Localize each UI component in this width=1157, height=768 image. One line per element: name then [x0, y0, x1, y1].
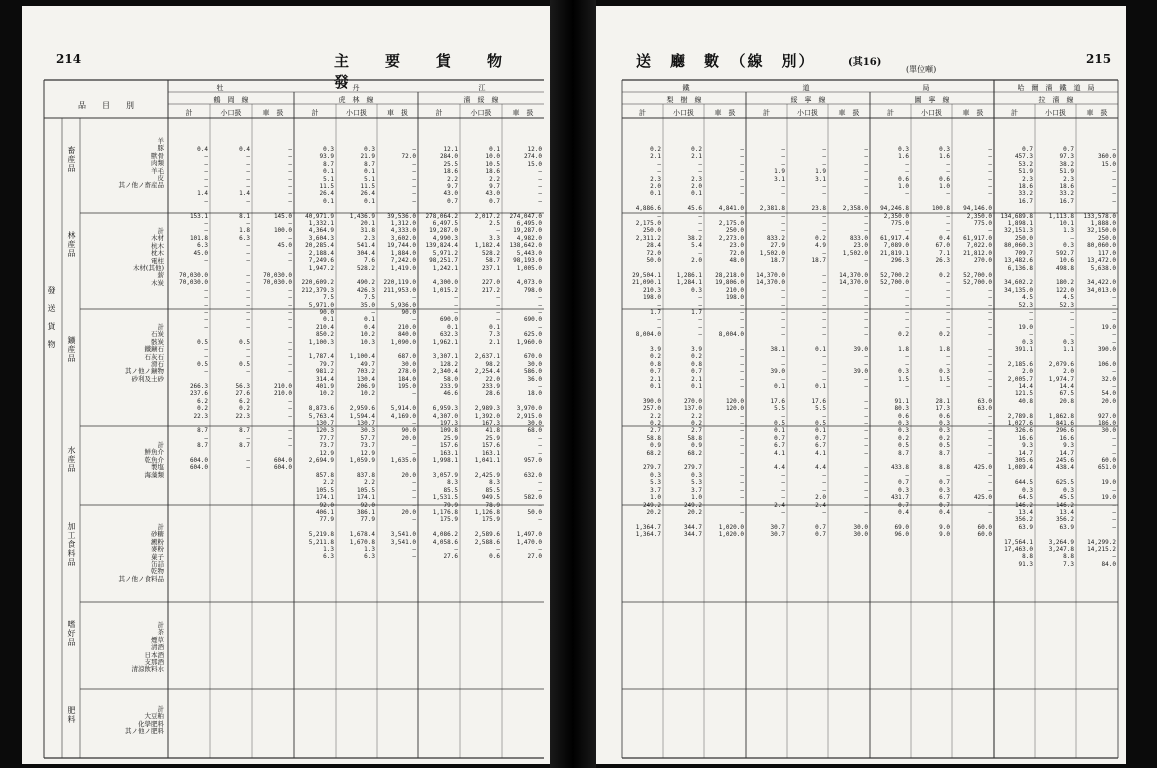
region-header-2: 丹 [352, 84, 360, 92]
sub-header-car: 車 扱 [512, 109, 534, 117]
group-header-2: 道 [802, 84, 810, 92]
data-column: 0.2 2.1 — — 2.3 2.0 0.1 4,886.6 — 2,175.0 250.0 2,311.2 28.4 72.0 50.0 29,504.1 21,090.1 210.3 198.0 — 1.7 — — 8,004.0 3.9 0.2 0.8 0.7 2.1 0.1 390.0 257.0 2.2 0.2 2.7 58.8 0.9 68.2 279.7 0.3 5.3 3.7 1.0 249.2 20.2 1,364.7 1,364.7 [632, 146, 661, 539]
page-number-left: 214 [56, 52, 82, 66]
line-header-lishu: 梨 樹 線 [666, 96, 702, 104]
line-header-suining: 綏 寧 線 [790, 96, 826, 104]
section-processed-food: 加工食料品 [67, 522, 76, 567]
line-header-labin: 拉 濱 線 [1038, 96, 1074, 104]
line-header-binsui: 濱 綏 線 [463, 96, 499, 104]
section-luxury: 嗜好品 [67, 620, 76, 647]
data-column: — — — 1.9 3.1 — — 23.8 — — — 0.2 4.9 — 18.7 — — — — — — — — — 0.1 — — — — 0.1 17.6 5.5 — 0.5 0.1 0.7 6.7 4.1 4.4 — — — 2.0 2.4 — 0.7 0.7 [811, 146, 826, 539]
sub-header-total: 計 [1011, 109, 1018, 117]
data-column: 12.1 284.0 25.5 18.6 2.2 9.7 43.0 0.7 278,064.2 6,497.5 19,287.0 4,990.3 139,824.4 5,971.2 98,251.7 1,242.1 4,300.0 1,015.2 — — — 690.0 0.1 632.3 1,962.1 3,307.1 128.2 2,340.4 58.0 233.9 46.6 6,959.3 4,307.0 197.3 109.8 25.9 157.6 163.1 1,998.1 3,057.9 8.3 85.5 1,531.5 79.9 1,176.8 175.9 4,086.2 4,058.6 — 27.6 [425, 146, 458, 561]
line-header-hulin: 虎 林 線 [338, 96, 374, 104]
row-labels-mining: 計 石炭 骸炭 鐵鑛石 石灰石 滑石 其ノ他ノ鑛物 砂利及土砂 [125, 323, 164, 383]
data-column: — — — — — — — 2,358.0 — — — 833.0 23.0 1,502.0 — 14,370.0 14,370.0 — — — — — — — 39.0 — — 39.0 — — — — — — — — — — — — — — — — — 30.0 30.0 [839, 146, 868, 539]
region-header-3: 江 [478, 84, 486, 92]
data-column: 0.7 457.3 53.2 51.9 2.3 18.6 33.2 16.7 134,689.8 1,898.1 32,151.3 250.0 80,060.3 709.7 13,482.6 6,136.8 34,602.2 34,135.0 4.5 52.3 — — 19.0 — 0.3 391.1 2,185.6 2.0 2,005.7 14.4 121.5 40.8 2,789.8 1,027.6 326.6 16.6 9.3 14.7 305.6 1,089.4 644.5 0.3 64.5 146.2 13.4 356.2 63.9 17,564.1 17,463.0 8.8 91.3 [1000, 146, 1033, 568]
book-gutter [550, 0, 596, 768]
data-column: 0.2 2.1 — — 2.3 2.0 0.1 45.6 — — — 38.2 5.4 — 2.0 1,286.1 1,284.1 0.3 — — 1.7 — — — 3.9 0.2 0.8 0.7 2.1 0.1 270.0 137.0 2.2 0.2 2.7 58.8 0.9 68.2 279.7 0.3 5.3 3.7 1.0 249.2 20.2 344.7 344.7 [676, 146, 702, 539]
region-header-1: 牡 [216, 84, 224, 92]
sub-header-total: 計 [763, 109, 770, 117]
sub-header-small: 小口扱 [797, 109, 818, 117]
sub-header-small: 小口扱 [921, 109, 942, 117]
sub-header-car: 車 扱 [387, 109, 408, 117]
sub-header-car: 車 扱 [1086, 109, 1108, 117]
data-column: — — — — — — — 94,146.0 2,350.0 775.0 — 61,917.0 7,022.0 21,812.0 270.0 52,700.0 52,700.0 — — — — — — — — — — — — — 63.0 63.0 — — — — — — 425.0 — — — 425.0 — — 60.0 60.0 [963, 146, 992, 539]
right-page [596, 6, 1126, 764]
row-labels-livestock: 羊 豚 獸骨 肉類 羊毛 皮 其ノ他ノ畜産品 [118, 137, 164, 190]
data-column: — 360.0 15.0 — — — — — 133,578.0 1,888.0 32,150.0 250.0 80,060.0 117.0 13,472.0 5,638.0 34,422.0 34,013.0 — — — — 19.0 — — 390.0 106.0 — 32.0 — 54.0 20.0 927.0 186.0 30.0 — — — 60.0 651.0 19.0 — 19.0 — — — — 14,299.2 14,215.2 — 84.0 [1083, 146, 1116, 568]
data-column: 0.1 10.0 10.5 18.6 2.2 9.7 43.0 0.7 2,017.2 2.5 — 3.3 1,182.4 528.2 58.7 237.1 227.0 217.2 — — — — 0.1 7.3 2.1 2,637.1 98.2 2,254.4 22.0 233.9 28.6 2,989.3 1,392.0 167.3 41.8 25.9 157.6 163.1 1,041.1 2,425.9 8.3 85.5 949.5 78.9 1,126.8 175.9 2,589.6 2,588.6 — 0.6 [474, 146, 500, 561]
page-number-right: 215 [1086, 52, 1112, 66]
sub-header-total: 計 [185, 109, 193, 117]
sub-header-small: 小口扱 [220, 109, 242, 117]
row-labels-forestry: 計 木材 杭木 枕木 電柱 木材(其他) 薪 木炭 [132, 227, 164, 287]
row-labels-luxury: 計 茶 煙草 清酒 日本酒 支那酒 清涼飲料水 [131, 621, 164, 674]
line-header-hegang: 鶴 岡 線 [213, 96, 249, 104]
sub-header-car: 車 扱 [262, 109, 284, 117]
sub-header-car: 車 扱 [838, 109, 860, 117]
group-header-harbin: 哈 爾 濱 鐵 道 局 [1017, 84, 1095, 92]
group-header-3: 局 [922, 84, 930, 92]
data-column: 0.3 1.6 — — 0.6 1.0 — 100.8 — — — 0.4 67.0 7.1 26.3 0.2 — — — — — — — 0.2 1.8 — — 0.3 1.5 — 28.1 17.3 0.6 0.3 0.3 0.2 0.5 8.7 8.8 — 0.7 0.3 6.7 0.7 0.4 9.0 9.0 [931, 146, 950, 539]
sub-header-small: 小口扱 [470, 109, 492, 117]
data-column: 0.3 93.9 8.7 0.1 5.1 11.5 26.4 0.1 40,971.9 1,332.1 4,364.9 3,604.3 20,285.4 2,188.4 7,249.6 1,947.2 220,609.2 212,379.3 7.5 5,971.0 90.0 0.1 210.4 850.2 1,100.3 1,787.4 79.7 981.2 314.4 401.9 10.2 8,873.6 5,763.4 130.7 120.3 77.7 73.7 12.9 2,694.9 857.8 2.2 105.5 174.1 92.0 406.1 77.9 5,219.8 5,211.8 1.3 6.3 [301, 146, 334, 561]
sub-header-total: 計 [311, 109, 319, 117]
page-title-right: 送 廳 數 （線 別） [636, 52, 816, 70]
data-column: — 72.0 — — — — — — 39,536.0 1,312.0 4,333.0 3,602.0 19,744.0 1,884.0 7,242.0 1,419.0 220,119.0 211,953.0 — 5,936.0 90.0 — 210.0 840.0 1,090.0 687.0 30.0 278.0 184.0 195.0 — 5,914.0 4,169.0 — 90.0 20.0 — — 1,635.0 20.0 — — — — 20.0 — 3,541.0 3,541.0 — — [383, 146, 416, 561]
data-column: 0.4 — — — — — 1.4 — 153.1 — — 101.8 6.3 45.0 — 70,030.0 70,030.0 — — — — — — 0.5 — — 0.5 — 266.3 237.6 6.2 0.2 22.3 8.7 — 8.7 604.0 604.0 [179, 146, 208, 472]
page-subtitle: (其16) [848, 57, 882, 68]
section-livestock: 畜産品 [67, 146, 76, 173]
section-forestry: 林産品 [67, 231, 76, 258]
section-fishery: 水産品 [67, 446, 76, 473]
data-column: 0.3 21.9 8.7 0.1 5.1 11.5 26.4 0.1 1,436.9 20.1 31.8 2.3 541.4 304.4 7.6 528.2 490.2 426.3 7.5 35.0 — 0.1 0.4 10.2 10.3 1,100.4 49.7 703.2 130.4 206.9 10.2 2,959.6 1,594.4 130.7 30.3 57.7 73.7 12.9 1,059.9 837.8 2.2 105.5 174.1 92.0 386.1 77.9 1,678.4 1,670.8 1.3 6.3 [349, 146, 375, 561]
line-header-tuning: 圖 寧 線 [914, 96, 950, 104]
sub-header-small: 小口扱 [673, 109, 694, 117]
row-labels-processed-food: 計 砂糖 澱粉 麥粉 菓子 缶詰 乾物 其ノ他ノ食料品 [118, 523, 164, 583]
data-column: 0.7 97.3 38.2 51.9 2.3 18.6 33.2 16.7 1,113.8 10.1 1.3 — 0.3 592.7 10.6 498.8 180.2 122.0 4.5 52.3 — — — — 0.3 1.1 2,079.6 2.0 1,974.7 14.4 67.5 20.8 1,862.8 841.6 296.6 16.6 9.3 14.7 245.6 438.4 625.5 0.3 45.5 146.2 13.4 356.2 63.9 3,264.9 3,247.8 8.8 7.3 [1048, 146, 1074, 568]
group-header-1: 鐵 [682, 84, 690, 92]
sub-header-car: 車 扱 [962, 109, 984, 117]
sub-header-total: 計 [887, 109, 894, 117]
data-column: 0.4 — — — — — 1.4 — 8.1 — 1.8 6.3 — — — — — — — — — — — 0.5 — — 0.5 — 56.3 27.6 6.2 0.2 22.3 8.7 — 8.7 — — [235, 146, 250, 472]
item-column-header: 品 目 別 [78, 101, 134, 110]
sub-header-car: 車 扱 [714, 109, 736, 117]
sub-header-small: 小口扱 [1045, 109, 1066, 117]
row-labels-fertilizer: 計 大豆粕 化學肥料 其ノ他ノ肥料 [125, 705, 164, 736]
sub-header-total: 計 [435, 109, 443, 117]
sub-header-total: 計 [639, 109, 646, 117]
data-column: — — — — — — — — 145.0 — 100.0 — 45.0 — — 70,030.0 70,030.0 — — — — — — — — — — — 210.0 210.0 — — — — — — 604.0 604.0 [263, 146, 292, 472]
page-title-left: 主 要 貨 物 發 [334, 52, 539, 91]
unit-label: (單位噸) [906, 65, 937, 74]
data-column: — — — 1.9 3.1 — — 2,381.8 — — — 833.2 27.9 1,502.0 18.7 14,370.0 14,370.0 — — — — — — — 38.1 — — 39.0 — 0.1 17.6 5.5 — 0.5 0.1 0.7 6.7 4.1 4.4 — — — — 2.4 — 30.7 30.7 [756, 146, 785, 539]
data-column: 12.0 274.0 15.0 — — — — — 274,047.0 6,495.0 19,287.0 4,982.0 138,642.0 5,443.0 98,193.0 1,005.0 4,073.0 798.0 — — — 690.0 — 625.0 1,960.0 670.0 30.0 586.0 36.0 — 18.0 3,970.0 2,915.0 30.0 68.0 — — — 957.0 632.0 — — 582.0 — 50.0 — 1,497.0 1,470.0 — 27.0 [509, 146, 542, 561]
sub-header-small: 小口扱 [346, 109, 367, 117]
section-fertilizer: 肥料 [67, 706, 76, 724]
data-column: 0.3 1.6 — — 0.6 1.0 — 94,246.8 2,350.0 775.0 — 61,917.4 7,089.0 21,819.1 296.3 52,700.2 52,700.0 — — — — — — 0.2 1.8 — — 0.3 1.5 — 91.1 80.3 0.6 0.3 0.3 0.2 0.5 8.7 433.8 — 0.7 0.3 431.7 0.7 0.4 69.0 96.0 [880, 146, 909, 539]
side-label-shipped-goods: 發 送 貨 物 [47, 286, 56, 349]
row-labels-fishery: 計 鮮魚介 乾魚介 製塩 海藻類 [144, 441, 164, 479]
left-page [22, 6, 550, 764]
data-column: — — — — — — — 4,841.0 — 2,175.0 250.0 2,273.0 23.0 72.0 48.0 28,218.0 19,806.0 210.0 198.0 — — — — 8,004.0 — — — — — — 120.0 120.0 — — — — — — — — — — — — — 1,020.0 1,020.0 [715, 146, 744, 539]
section-mining: 鑛産品 [67, 336, 76, 363]
